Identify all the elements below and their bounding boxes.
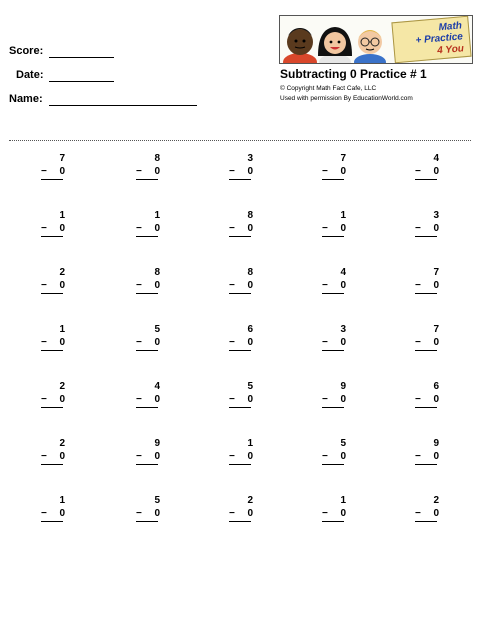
minuend: 1 <box>154 210 160 221</box>
minus-sign: − <box>136 451 142 462</box>
subtrahend: 0 <box>59 280 65 291</box>
subtrahend: 0 <box>154 337 160 348</box>
minus-sign: − <box>229 337 235 348</box>
logo-4you: 4 You <box>436 43 465 57</box>
permission-notice: Used with permission By EducationWorld.com <box>280 95 413 102</box>
minuend: 7 <box>59 153 65 164</box>
score-label: Score: <box>9 45 44 57</box>
answer-line <box>322 521 344 522</box>
answer-line <box>415 464 437 465</box>
minuend: 7 <box>340 153 346 164</box>
answer-line <box>136 407 158 408</box>
name-field[interactable] <box>9 93 43 105</box>
minus-sign: − <box>415 223 421 234</box>
score-answer-line[interactable] <box>49 57 114 58</box>
answer-line <box>322 236 344 237</box>
subtrahend: 0 <box>247 451 253 462</box>
subtrahend: 0 <box>59 337 65 348</box>
minuend: 2 <box>433 495 439 506</box>
minuend: 8 <box>154 153 160 164</box>
answer-line <box>136 521 158 522</box>
answer-line <box>136 293 158 294</box>
minuend: 6 <box>433 381 439 392</box>
answer-line <box>229 407 251 408</box>
answer-line <box>229 350 251 351</box>
minuend: 7 <box>433 267 439 278</box>
minuend: 2 <box>59 438 65 449</box>
subtrahend: 0 <box>433 280 439 291</box>
minuend: 1 <box>247 438 253 449</box>
subtrahend: 0 <box>340 394 346 405</box>
answer-line <box>322 464 344 465</box>
minuend: 9 <box>154 438 160 449</box>
answer-line <box>229 521 251 522</box>
minus-sign: − <box>415 508 421 519</box>
subtrahend: 0 <box>247 280 253 291</box>
score-field[interactable] <box>9 45 43 57</box>
answer-line <box>136 236 158 237</box>
minuend: 2 <box>59 267 65 278</box>
subtrahend: 0 <box>340 223 346 234</box>
minus-sign: − <box>322 280 328 291</box>
subtrahend: 0 <box>154 451 160 462</box>
minus-sign: − <box>322 394 328 405</box>
minus-sign: − <box>136 280 142 291</box>
answer-line <box>136 350 158 351</box>
minuend: 8 <box>154 267 160 278</box>
subtrahend: 0 <box>247 508 253 519</box>
section-divider <box>9 140 471 141</box>
subtrahend: 0 <box>433 451 439 462</box>
logo-card <box>391 16 471 64</box>
date-label: Date: <box>16 69 44 81</box>
minus-sign: − <box>229 451 235 462</box>
subtrahend: 0 <box>340 280 346 291</box>
minus-sign: − <box>41 451 47 462</box>
minuend: 5 <box>247 381 253 392</box>
minuend: 1 <box>59 210 65 221</box>
answer-line <box>41 521 63 522</box>
minus-sign: − <box>41 280 47 291</box>
subtrahend: 0 <box>154 223 160 234</box>
minus-sign: − <box>41 337 47 348</box>
answer-line <box>229 236 251 237</box>
minuend: 4 <box>433 153 439 164</box>
minuend: 5 <box>340 438 346 449</box>
minuend: 2 <box>247 495 253 506</box>
minus-sign: − <box>229 166 235 177</box>
minuend: 4 <box>154 381 160 392</box>
minuend: 8 <box>247 210 253 221</box>
answer-line <box>322 293 344 294</box>
minus-sign: − <box>322 508 328 519</box>
minuend: 9 <box>340 381 346 392</box>
subtrahend: 0 <box>340 508 346 519</box>
subtrahend: 0 <box>247 223 253 234</box>
minuend: 5 <box>154 324 160 335</box>
answer-line <box>415 407 437 408</box>
minus-sign: − <box>322 166 328 177</box>
logo-math: Math <box>438 20 463 34</box>
minuend: 7 <box>433 324 439 335</box>
subtrahend: 0 <box>433 394 439 405</box>
subtrahend: 0 <box>59 394 65 405</box>
subtrahend: 0 <box>433 337 439 348</box>
subtrahend: 0 <box>154 394 160 405</box>
minuend: 5 <box>154 495 160 506</box>
logo-practice: + Practice <box>415 31 464 47</box>
minuend: 8 <box>247 267 253 278</box>
answer-line <box>415 236 437 237</box>
minuend: 2 <box>59 381 65 392</box>
answer-line <box>415 179 437 180</box>
date-answer-line[interactable] <box>49 81 114 82</box>
subtrahend: 0 <box>433 508 439 519</box>
minus-sign: − <box>415 394 421 405</box>
subtrahend: 0 <box>59 166 65 177</box>
subtrahend: 0 <box>59 223 65 234</box>
minus-sign: − <box>229 394 235 405</box>
answer-line <box>415 293 437 294</box>
minuend: 1 <box>59 324 65 335</box>
name-label: Name: <box>9 93 43 105</box>
subtrahend: 0 <box>154 166 160 177</box>
answer-line <box>41 236 63 237</box>
kids-illustration-icon <box>280 16 392 63</box>
subtrahend: 0 <box>433 166 439 177</box>
minus-sign: − <box>415 337 421 348</box>
minus-sign: − <box>415 166 421 177</box>
minus-sign: − <box>322 223 328 234</box>
minus-sign: − <box>41 394 47 405</box>
subtrahend: 0 <box>59 508 65 519</box>
worksheet-title: Subtracting 0 Practice # 1 <box>280 67 427 81</box>
subtrahend: 0 <box>340 337 346 348</box>
answer-line <box>229 179 251 180</box>
answer-line <box>41 350 63 351</box>
minus-sign: − <box>229 280 235 291</box>
minus-sign: − <box>322 451 328 462</box>
minus-sign: − <box>41 166 47 177</box>
minuend: 3 <box>433 210 439 221</box>
minus-sign: − <box>322 337 328 348</box>
minuend: 4 <box>340 267 346 278</box>
subtrahend: 0 <box>247 337 253 348</box>
answer-line <box>229 293 251 294</box>
subtrahend: 0 <box>340 451 346 462</box>
minus-sign: − <box>136 166 142 177</box>
answer-line <box>229 464 251 465</box>
minus-sign: − <box>41 508 47 519</box>
minus-sign: − <box>415 451 421 462</box>
subtrahend: 0 <box>433 223 439 234</box>
copyright-notice: © Copyright Math Fact Cafe, LLC <box>280 85 377 92</box>
answer-line <box>41 464 63 465</box>
minus-sign: − <box>41 223 47 234</box>
answer-line <box>136 179 158 180</box>
minuend: 3 <box>247 153 253 164</box>
minus-sign: − <box>136 223 142 234</box>
answer-line <box>322 179 344 180</box>
date-field[interactable] <box>16 69 44 81</box>
answer-line <box>322 350 344 351</box>
minus-sign: − <box>136 337 142 348</box>
subtrahend: 0 <box>247 394 253 405</box>
minus-sign: − <box>136 508 142 519</box>
minuend: 1 <box>340 210 346 221</box>
answer-line <box>41 293 63 294</box>
answer-line <box>415 350 437 351</box>
name-answer-line[interactable] <box>49 105 197 106</box>
minus-sign: − <box>415 280 421 291</box>
subtrahend: 0 <box>154 508 160 519</box>
answer-line <box>41 179 63 180</box>
minus-sign: − <box>229 508 235 519</box>
answer-line <box>136 464 158 465</box>
math-practice-logo <box>279 15 473 64</box>
subtrahend: 0 <box>340 166 346 177</box>
minuend: 6 <box>247 324 253 335</box>
minus-sign: − <box>229 223 235 234</box>
answer-line <box>415 521 437 522</box>
minuend: 1 <box>59 495 65 506</box>
minuend: 1 <box>340 495 346 506</box>
subtrahend: 0 <box>59 451 65 462</box>
minuend: 9 <box>433 438 439 449</box>
subtrahend: 0 <box>247 166 253 177</box>
minuend: 3 <box>340 324 346 335</box>
subtrahend: 0 <box>154 280 160 291</box>
answer-line <box>322 407 344 408</box>
minus-sign: − <box>136 394 142 405</box>
answer-line <box>41 407 63 408</box>
